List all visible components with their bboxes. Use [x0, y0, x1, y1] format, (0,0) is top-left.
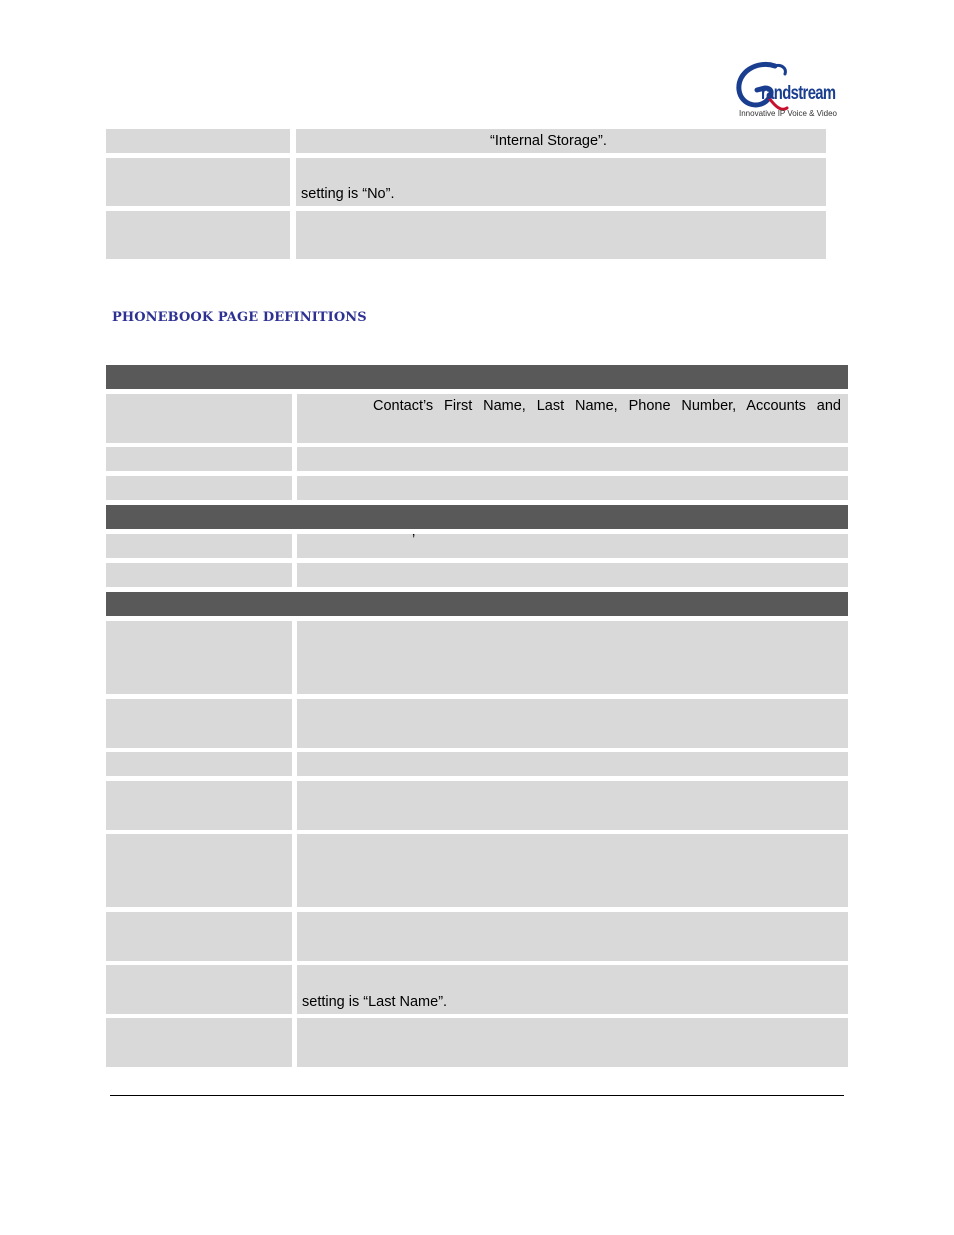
table-cell-value [297, 752, 848, 776]
table-row [106, 129, 826, 153]
table-cell-label [106, 834, 292, 907]
table-cell-value [297, 447, 848, 471]
table-cell-label [106, 394, 292, 443]
table-cell-label [106, 1018, 292, 1067]
table-cell-label [106, 752, 292, 776]
table-cell-label [106, 965, 292, 1014]
table-row [106, 211, 826, 259]
table-cell-label [106, 158, 290, 206]
cell-text-apostrophe: ’ [412, 532, 416, 548]
logo-tagline: Innovative IP Voice & Video [739, 109, 837, 118]
table-cell-value [297, 1018, 848, 1067]
phonebook-table [106, 365, 848, 1067]
table-row [106, 534, 848, 558]
table-section-header [106, 592, 848, 616]
table-cell-label [106, 129, 290, 153]
table-row [106, 912, 848, 961]
table-cell-label [106, 912, 292, 961]
table-row [106, 752, 848, 776]
table-cell-value [297, 563, 848, 587]
table-cell-label [106, 447, 292, 471]
table-cell-label [106, 781, 292, 830]
table-row [106, 447, 848, 471]
cell-text: “Internal Storage”. [490, 133, 607, 149]
table-cell-value [297, 534, 848, 558]
cell-text: Contact’s First Name, Last Name, Phone Number, Accounts and [373, 398, 841, 414]
table-cell-label [106, 476, 292, 500]
section-title: PHONEBOOK PAGE DEFINITIONS [112, 310, 367, 325]
table-section-header [106, 505, 848, 529]
table-row [106, 699, 848, 748]
table-cell-value [296, 211, 826, 259]
table-cell-value [297, 699, 848, 748]
table-cell-value [297, 476, 848, 500]
table-cell-label [106, 563, 292, 587]
table-row [106, 476, 848, 500]
cell-text: setting is “Last Name”. [302, 994, 448, 1010]
footer-divider [110, 1095, 844, 1096]
table-row [106, 158, 826, 206]
table-row [106, 1018, 848, 1067]
table-row [106, 781, 848, 830]
table-section-header [106, 365, 848, 389]
top-table [106, 129, 826, 259]
table-cell-value [297, 834, 848, 907]
logo-wordmark: randstream [761, 83, 836, 104]
table-cell-value [297, 912, 848, 961]
table-cell-value [297, 781, 848, 830]
table-row [106, 834, 848, 907]
table-row [106, 965, 848, 1014]
cell-text: setting is “No”. [301, 186, 395, 202]
table-cell-label [106, 621, 292, 694]
table-cell-value [297, 621, 848, 694]
table-cell-label [106, 211, 290, 259]
table-cell-label [106, 699, 292, 748]
table-cell-label [106, 534, 292, 558]
table-row [106, 563, 848, 587]
table-row [106, 621, 848, 694]
